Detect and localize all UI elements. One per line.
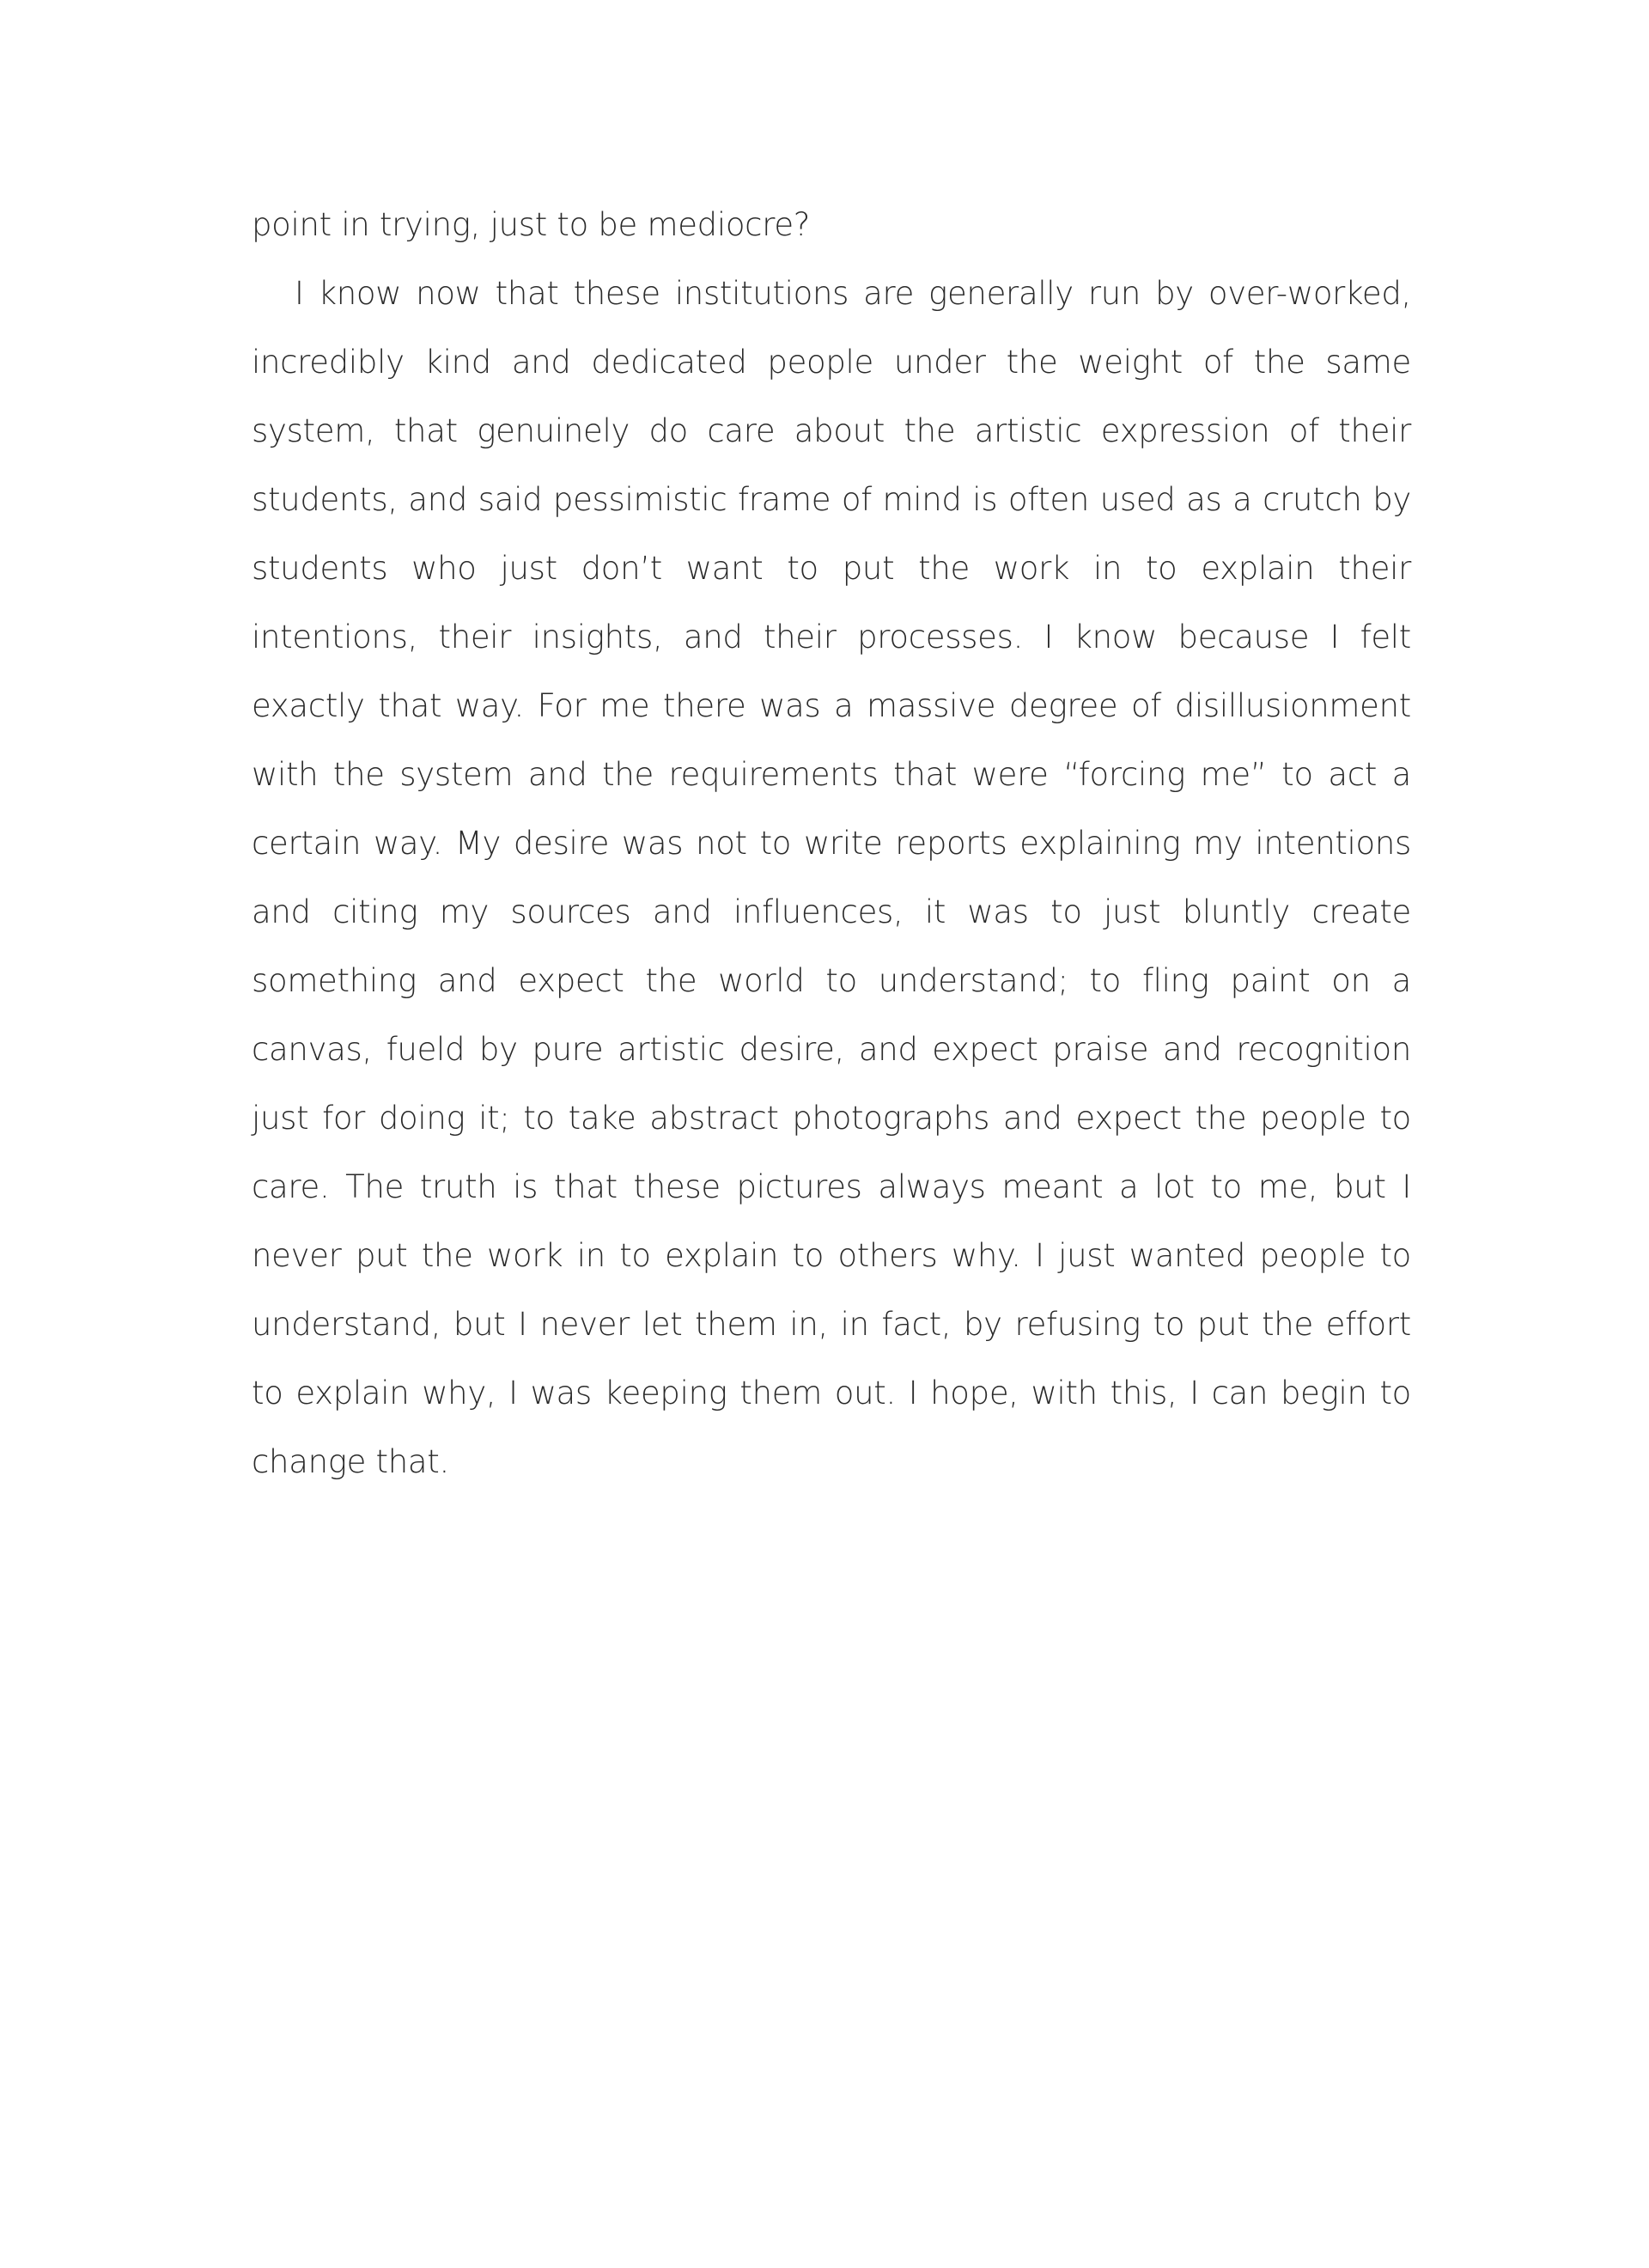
body-text bbox=[252, 191, 1411, 1497]
paragraph-main: I know now that these institutions are generally run by over-worked, incredibly kind and dedicated people under the weight of the same system, that genuinely do care about the artistic expression of their students, and said pessimistic frame of mind is often used as a crutch by students who just don’t want to put the work in to explain their intentions, their insights, and their processes. I know because I felt exactly that way. For me there was a massive degree of disillusionment with the system and the requirements that were “forcing me” to act a certain way. My desire was not to write reports explaining my intentions and citing my sources and influences, it was to just bluntly create something and expect the world to understand; to fling paint on a canvas, fueld by pure artistic desire, and expect praise and recognition just for doing it; to take abstract photographs and expect the people to care. The truth is that these pictures always meant a lot to me, but I never put the work in to explain to others why. I just wanted people to understand, but I never let them in, in fact, by refusing to put the effort to explain why, I was keeping them out. I hope, with this, I can begin to change that. bbox=[252, 275, 1411, 1480]
paragraph-continuation: point in trying, just to be mediocre? bbox=[252, 206, 811, 243]
